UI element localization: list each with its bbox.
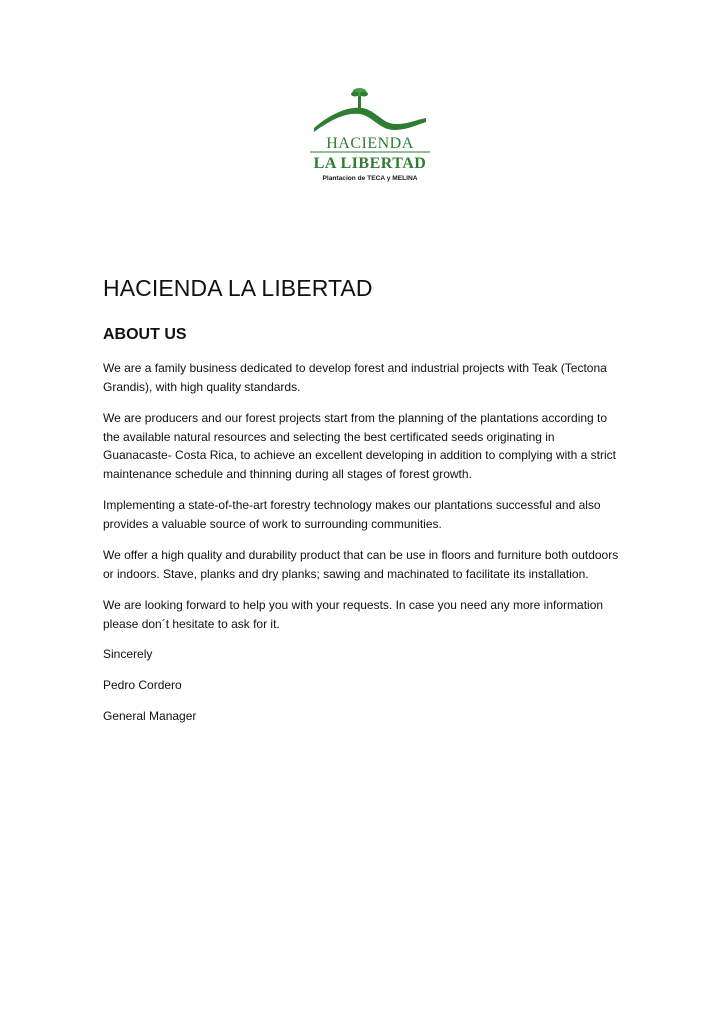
company-logo bbox=[300, 84, 440, 184]
logo-brand-bottom: LA LIBERTAD bbox=[313, 155, 427, 172]
signer-name: Pedro Cordero bbox=[103, 678, 182, 692]
closing-salutation: Sincerely bbox=[103, 647, 153, 661]
paragraph: We are looking forward to help you with your requests. In case you need any more information please don´t hesitate to ask for it. bbox=[103, 598, 604, 631]
paragraph: We offer a high quality and durability product that can be use in floors and furniture both outdoors or indoors. Stave, planks and dry planks; sawing and machinated to facilitate its installation. bbox=[103, 548, 619, 581]
document-title: HACIENDA LA LIBERTAD bbox=[103, 275, 373, 301]
logo-brand-top: HACIENDA bbox=[326, 135, 414, 152]
section-heading-about-us: ABOUT US bbox=[103, 326, 187, 343]
tree-icon bbox=[351, 88, 368, 108]
document-body bbox=[103, 268, 621, 726]
paragraph: Implementing a state-of-the-art forestry technology makes our plantations successful and also provides a valuable source of work to surrounding communities. bbox=[103, 498, 601, 531]
signer-title: General Manager bbox=[103, 709, 197, 723]
paragraph: We are producers and our forest projects start from the planning of the plantations according to the available natural resources and selecting the best certificated seeds originating in Guanacaste- Costa Rica, to achieve an excellent developing in addition to complying with a strict maintenance schedule and thinning during all stages of forest growth. bbox=[103, 411, 616, 481]
logo-tagline: Plantacion de TECA y MELINA bbox=[322, 175, 418, 182]
hill-swoosh bbox=[314, 108, 426, 132]
paragraph: We are a family business dedicated to develop forest and industrial projects with Teak (Tectona Grandis), with high quality standards. bbox=[103, 361, 607, 394]
logo-graphic bbox=[300, 84, 440, 184]
